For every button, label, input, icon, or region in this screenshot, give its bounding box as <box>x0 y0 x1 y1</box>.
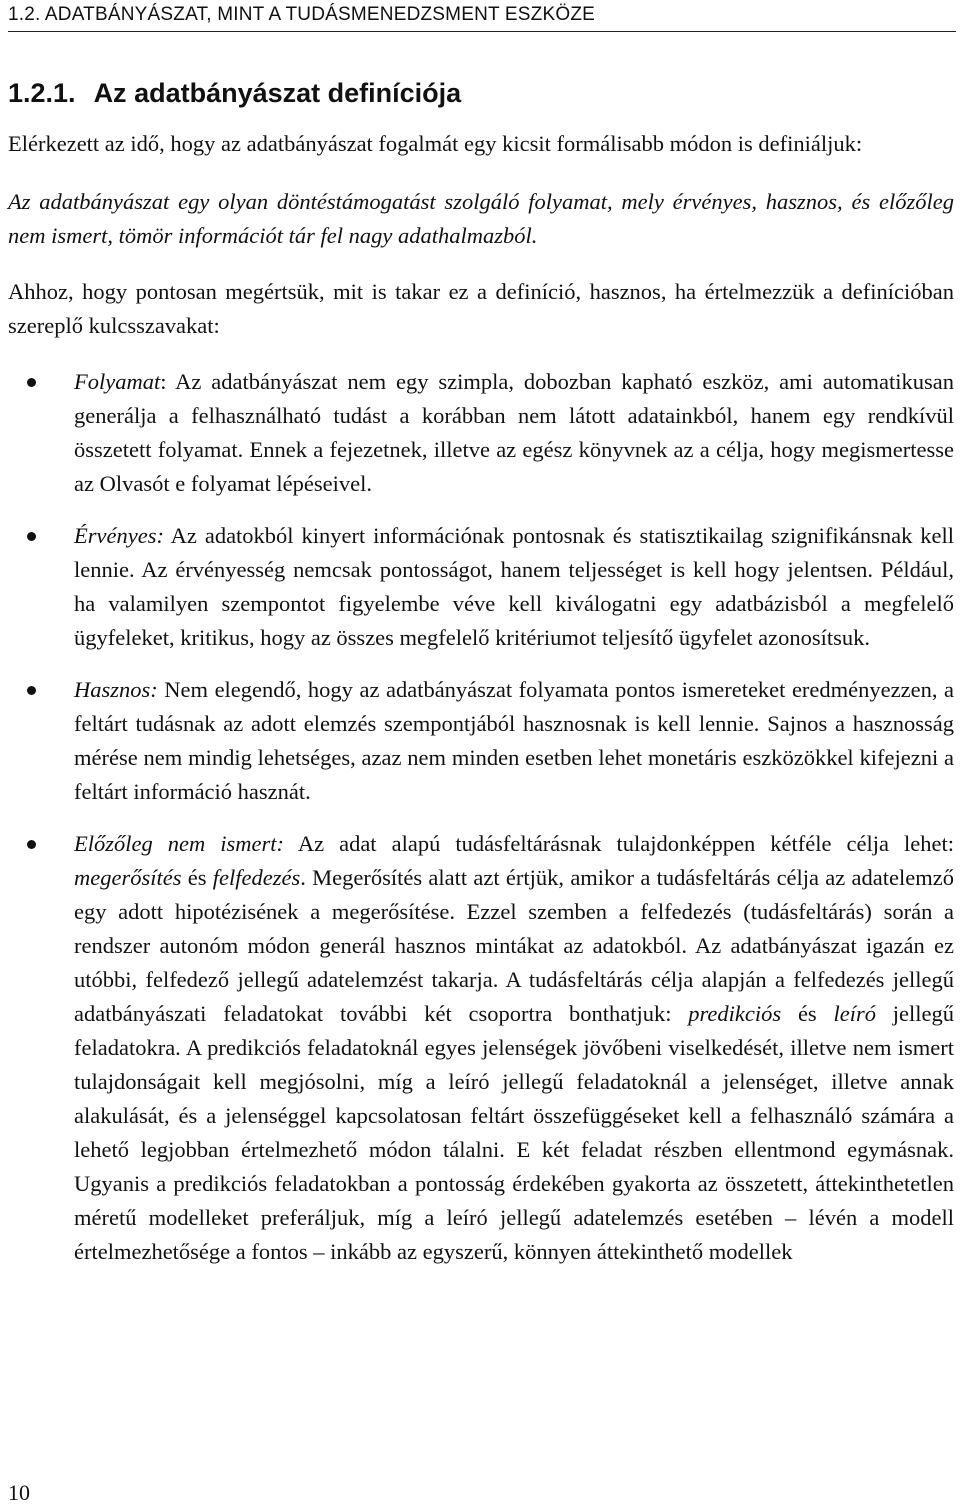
emphasis-predikcios: predikciós <box>688 1001 782 1026</box>
list-item-text: . Megerősítés alatt azt értjük, amikor a tudásfeltárás célja az adatelemző egy adott hipotézisének a megerősítése. Ezzel szemben a felfedezés (tudásfeltárás) során a rendszer autonóm módon generál hasznos mintákat az adatokból. Az adatbányászat igazán ez utóbbi, felfedező jellegű adatelemzést takarja. A tudásfeltárás célja alapján a felfedezés jellegű adatbányászati feladatokat további két csoportra bonthatjuk: <box>74 865 954 1026</box>
list-item-folyamat <box>8 365 954 501</box>
list-item-ervenyes <box>8 519 954 655</box>
term-folyamat: Folyamat <box>74 369 161 394</box>
term-separator: : <box>160 369 167 394</box>
list-item-text: jellegű feladatokra. A predikciós feladatoknál egyes jelenségek jövőbeni viselkedését, illetve nem ismert tulajdonságait kell megjósolni, míg a leíró jellegű feladatoknál a jelenséget, illetve annak alakulását, és a jelenséggel kapcsolatosan feltárt összefüggéseket kell a felhasználó számára a lehető legjobban értelmezhető módon tálalni. E két feladat részben ellentmond egymásnak. Ugyanis a predikciós feladatokban a pontosság érdekében gyakorta az összetett, áttekinthetetlen méretű modelleket preferáljuk, míg a leíró jellegű adatelemzés esetében – lévén a modell értelmezhetősége a fontos – inkább az egyszerű, könnyen áttekinthető modellek <box>74 1001 954 1264</box>
term-hasznos: Hasznos: <box>74 677 158 702</box>
section-heading <box>8 78 954 109</box>
keywords-intro-paragraph: Ahhoz, hogy pontosan megértsük, mit is takar ez a definíció, hasznos, ha értelmezzük a definícióban szereplő kulcsszavakat: <box>8 279 954 338</box>
list-item-hasznos <box>8 673 954 809</box>
list-item-text: és <box>781 1001 834 1026</box>
page-number: 10 <box>8 1480 30 1505</box>
list-item-text: Az adat alapú tudásfeltárásnak tulajdonképpen kétféle célja lehet: <box>284 831 955 856</box>
bullet-icon <box>27 378 36 387</box>
list-item-text: Az adatokból kinyert információnak pontosnak és statisztikailag szignifikánsnak kell lennie. Az érvényesség nemcsak pontosságot, hanem teljességet is kell hogy jelentsen. Például, ha valamilyen szempontot figyelembe véve kell kiválogatni egy adatbázisból a megfelelő ügyfeleket, kritikus, hogy az összes megfelelő kritériumot teljesítő ügyfelet azonosítsuk. <box>74 523 954 650</box>
running-header: 1.2. ADATBÁNYÁSZAT, MINT A TUDÁSMENEDZSMENT ESZKÖZE <box>8 4 956 32</box>
page-content <box>8 78 954 1287</box>
list-item-text: és <box>181 865 213 890</box>
list-item-text: Az adatbányászat nem egy szimpla, dobozban kapható eszköz, ami automatikusan generálja a felhasználható tudást a korábban nem látott adatainkból, hanem egy rendkívül összetett folyamat. Ennek a fejezetnek, illetve az egész könyvnek az a célja, hogy megismertesse az Olvasót e folyamat lépéseivel. <box>74 369 954 496</box>
section-title: Az adatbányászat definíciója <box>93 78 462 108</box>
bullet-icon <box>27 532 36 541</box>
term-ervenyes: Érvényes: <box>74 523 164 548</box>
bullet-icon <box>27 840 36 849</box>
emphasis-leiro: leíró <box>833 1001 876 1026</box>
bullet-icon <box>27 686 36 695</box>
emphasis-felfedezes: felfedezés <box>212 865 301 890</box>
intro-paragraph: Elérkezett az idő, hogy az adatbányászat fogalmát egy kicsit formálisabb módon is definiáljuk: <box>8 131 863 156</box>
list-item-text: Nem elegendő, hogy az adatbányászat folyamata pontos ismereteket eredményezzen, a feltárt tudásnak az adott elemzés szempontjából hasznosnak is kell lennie. Sajnos a hasznosság mérése nem mindig lehetséges, azaz nem minden esetben lehet monetáris eszközökkel kifejezni a feltárt információ hasznát. <box>74 677 954 804</box>
list-item-elozoleg-nem-ismert <box>8 827 954 1269</box>
term-elozoleg-nem-ismert: Előzőleg nem ismert: <box>74 831 285 856</box>
definition-paragraph: Az adatbányászat egy olyan döntéstámogatást szolgáló folyamat, mely érvényes, hasznos, és előzőleg nem ismert, tömör információt tár fel nagy adathalmazból. <box>8 189 954 248</box>
keyword-list <box>8 365 954 1269</box>
section-number: 1.2.1. <box>8 78 76 108</box>
emphasis-megerosites: megerősítés <box>74 865 182 890</box>
